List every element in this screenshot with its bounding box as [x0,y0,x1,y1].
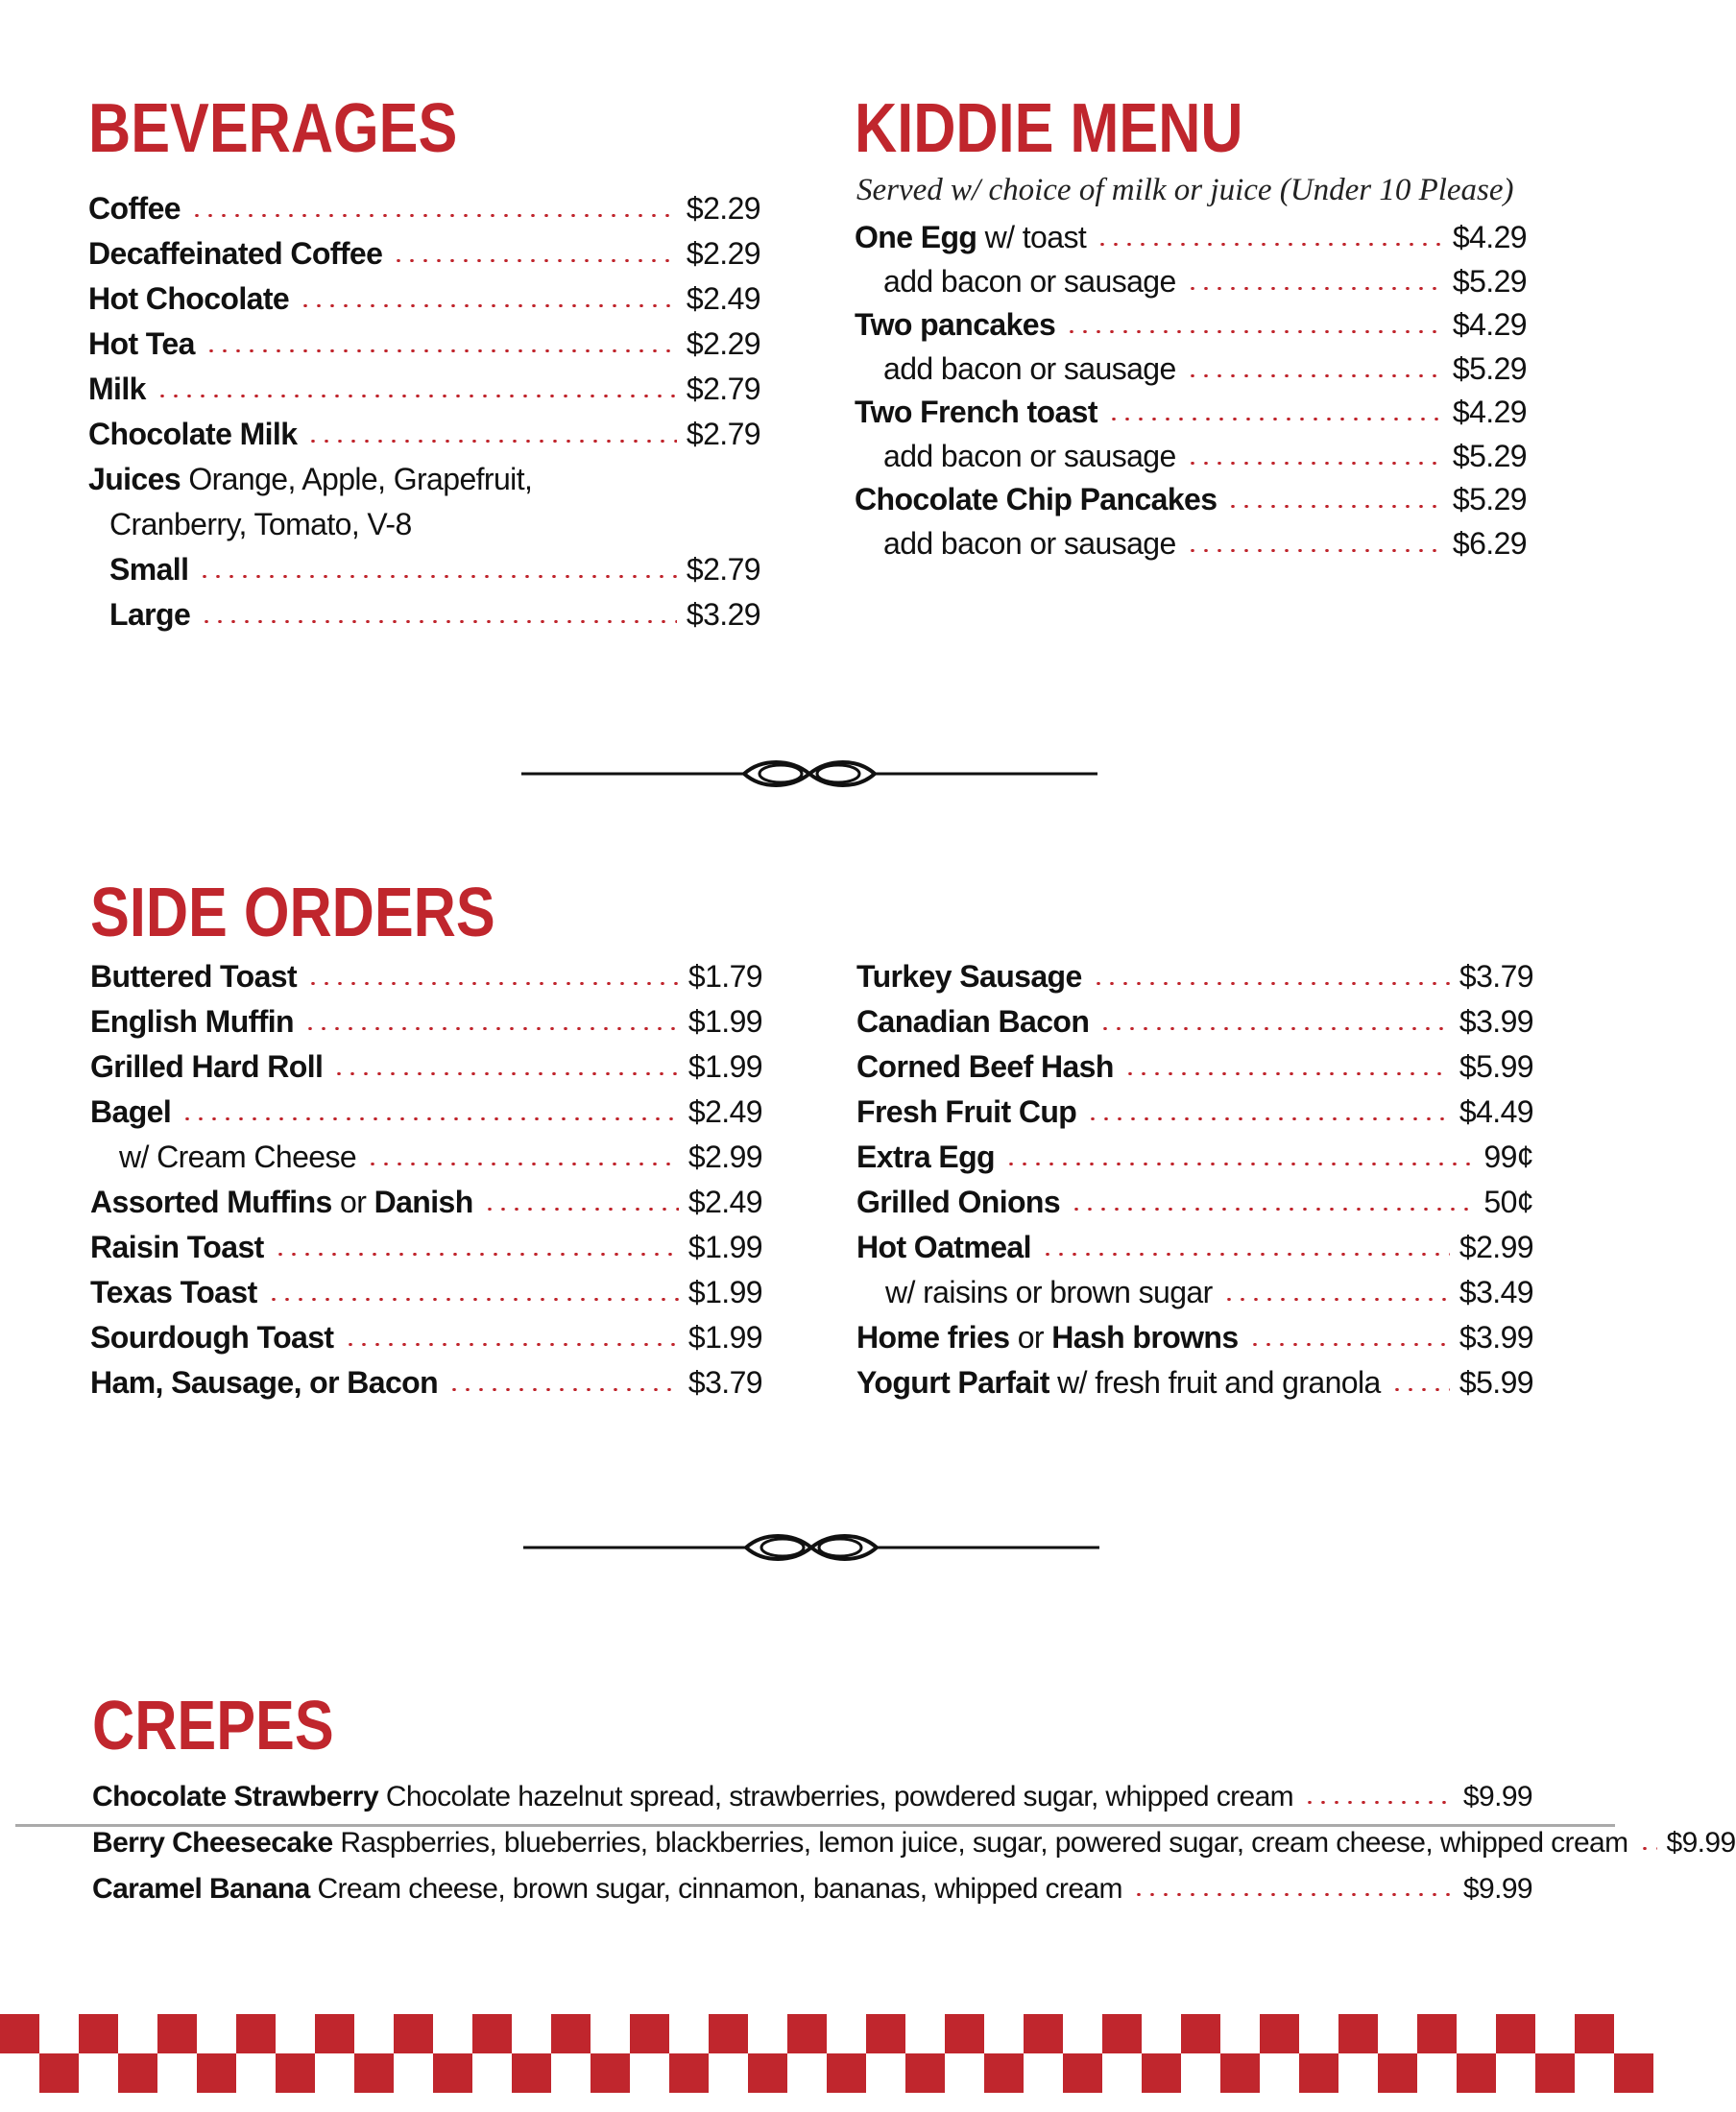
dot-leader [1186,462,1443,465]
dot-leader [1303,1801,1454,1804]
item-name: Chocolate Strawberry [92,1781,379,1812]
checker-square [315,2014,354,2053]
dot-leader [190,214,677,217]
item-desc: add bacon or sausage [883,525,1176,561]
dot-leader [1226,505,1442,508]
item-name: Canadian Bacon [856,1004,1090,1039]
dot-leader [332,1072,679,1075]
item-name: Berry Cheesecake [92,1827,333,1859]
checker-square [748,2053,787,2093]
item-desc: Raspberries, blueberries, blackberries, lemon juice, sugar, powered sugar, cream cheese, whipped cream [332,1827,1628,1859]
item-price: $1.99 [687,1049,762,1084]
menu-item [855,216,1527,260]
dot-leader [366,1163,679,1165]
item-name: Corned Beef Hash [856,1049,1114,1084]
item-desc: or [1009,1320,1052,1355]
dot-leader [1086,1117,1450,1120]
menu-item [90,1135,762,1180]
checker-square [39,2053,79,2093]
item-price: $5.29 [1452,350,1527,386]
item-desc: Cream cheese, brown sugar, cinnamon, bananas, whipped cream [309,1873,1122,1905]
menu-item [856,954,1533,999]
item-price: $3.29 [686,597,760,632]
checker-square [1142,2053,1181,2093]
beverages-heading: BEVERAGES [88,90,458,167]
item-price: $1.79 [687,959,762,994]
menu-item [90,999,762,1044]
item-price: $5.29 [1452,263,1527,299]
menu-item [856,1044,1533,1090]
item-name: Buttered Toast [90,959,298,994]
checker-square [1220,2053,1260,2093]
item-desc: Orange, Apple, Grapefruit, [188,462,533,496]
menu-item [855,522,1527,566]
item-name: Large [109,597,191,632]
dot-leader [1390,1388,1450,1391]
checker-square [1063,2053,1102,2093]
item-desc: or [331,1185,374,1219]
menu-item [88,276,760,322]
item-name: Chocolate Chip Pancakes [855,482,1218,516]
item-name: Hot Oatmeal [856,1230,1031,1264]
item-name: Caramel Banana [92,1873,310,1905]
item-desc: add bacon or sausage [883,263,1176,299]
menu-item-juices [88,457,760,502]
item-price: $4.29 [1452,307,1527,342]
item-name: Home fries [856,1320,1010,1355]
item-name: Turkey Sausage [856,959,1082,994]
item-price: $4.29 [1452,395,1527,429]
dot-leader [1070,1208,1474,1211]
checker-square [1102,2014,1142,2053]
menu-item [855,478,1527,522]
item-name: Small [109,552,189,587]
kiddie-menu-subtitle: Served w/ choice of milk or juice (Under 10 Please) [856,173,1514,207]
item-price: 50¢ [1483,1185,1533,1219]
checker-square [1417,2014,1457,2053]
menu-item [856,1225,1533,1270]
item-name: One Egg [855,220,977,254]
item-price: $4.29 [1452,220,1527,254]
item-price: $9.99 [1462,1781,1532,1812]
item-price: $2.79 [686,372,760,406]
item-price: $5.29 [1452,438,1527,473]
checker-square [1496,2014,1535,2053]
menu-item [856,1315,1533,1360]
checker-square [1299,2053,1338,2093]
checker-square [433,2053,472,2093]
item-price: $3.99 [1459,1320,1533,1355]
item-price: $2.29 [686,191,760,226]
menu-item [855,260,1527,304]
menu-item [90,1090,762,1135]
checker-square [472,2014,512,2053]
checkered-border [0,2014,1632,2093]
swirl-ornament-icon [523,1528,1099,1567]
menu-item [856,1180,1533,1225]
item-price: $3.79 [1459,959,1533,994]
dot-leader [344,1343,679,1346]
checker-square [512,2053,551,2093]
dot-leader [1107,418,1443,420]
menu-item [90,1225,762,1270]
dot-leader [1065,330,1443,333]
checker-square [1457,2053,1496,2093]
checker-square [1378,2053,1417,2093]
side-orders-right-list [856,954,1533,1405]
checker-square [827,2053,866,2093]
item-price: $3.79 [687,1365,762,1400]
checker-square [551,2014,591,2053]
item-desc: Cranberry, Tomato, V-8 [109,507,412,541]
menu-item [855,348,1527,392]
menu-item [92,1866,1532,1912]
item-price: $2.49 [686,281,760,316]
item-name: Hot Tea [88,326,195,361]
item-price: $2.99 [687,1140,762,1174]
item-name: Fresh Fruit Cup [856,1094,1077,1129]
checker-square [394,2014,433,2053]
menu-item [88,547,760,592]
checker-square [157,2014,197,2053]
item-price: $2.79 [686,417,760,451]
checker-square [1024,2014,1063,2053]
item-price: $1.99 [687,1275,762,1309]
dot-leader [1123,1072,1450,1075]
item-price: $1.99 [687,1320,762,1355]
menu-item [856,999,1533,1044]
dot-leader [181,1117,679,1120]
item-price: $5.29 [1452,482,1527,516]
menu-item [88,592,760,637]
menu-item [855,391,1527,435]
item-price: $3.99 [1459,1004,1533,1039]
checker-square [630,2014,669,2053]
item-name: Ham, Sausage, or Bacon [90,1365,439,1400]
dot-leader [274,1253,679,1256]
crepes-heading: CREPES [92,1688,334,1764]
item-desc: add bacon or sausage [883,350,1176,386]
item-name: Assorted Muffins [90,1185,332,1219]
item-desc: w/ raisins or brown sugar [885,1275,1213,1309]
checker-square [709,2014,748,2053]
item-desc: Chocolate hazelnut spread, strawberries, powdered sugar, whipped cream [378,1781,1294,1812]
item-price: 99¢ [1483,1140,1533,1174]
item-name: Hot Chocolate [88,281,290,316]
checker-square [787,2014,827,2053]
menu-item [90,1315,762,1360]
checker-square [591,2053,630,2093]
dot-leader [306,982,679,985]
item-name: Sourdough Toast [90,1320,334,1355]
dot-leader [1132,1893,1454,1896]
item-price: $1.99 [687,1004,762,1039]
item-price: $6.29 [1452,525,1527,561]
item-name: Hash browns [1051,1320,1239,1355]
item-desc: w/ Cream Cheese [119,1140,357,1174]
item-price: $1.99 [687,1230,762,1264]
menu-item [88,367,760,412]
item-name: Chocolate Milk [88,417,298,451]
checker-square [276,2053,315,2093]
menu-item [855,303,1527,348]
checker-square [905,2053,945,2093]
item-price: $2.79 [686,552,760,587]
side-orders-left-list [90,954,762,1405]
menu-item [90,1360,762,1405]
menu-item [88,231,760,276]
dot-leader [1186,287,1443,290]
dot-leader [1096,243,1443,246]
dot-leader [1222,1298,1450,1301]
checker-square [866,2014,905,2053]
item-name: Bagel [90,1094,172,1129]
checker-square [236,2014,276,2053]
crepes-list [92,1774,1736,1912]
dot-leader [1186,374,1443,377]
item-desc: add bacon or sausage [883,438,1176,473]
dot-leader [1004,1163,1474,1165]
dot-leader [1041,1253,1450,1256]
item-price: $2.29 [686,326,760,361]
item-desc: w/ toast [976,220,1087,254]
item-name: Extra Egg [856,1140,995,1174]
menu-item-juices-cont [88,502,760,547]
menu-item [88,322,760,367]
item-name: Coffee [88,191,181,226]
menu-item [88,412,760,457]
kiddie-menu-heading: KIDDIE MENU [855,90,1243,167]
checker-square [984,2053,1024,2093]
beverages-list [88,186,760,637]
item-price: $3.49 [1459,1275,1533,1309]
item-price: $5.99 [1459,1365,1533,1400]
menu-item [90,954,762,999]
dot-leader [303,1027,679,1030]
dot-leader [200,620,677,623]
item-name: Milk [88,372,146,406]
item-price: $2.29 [686,236,760,271]
dot-leader [483,1208,679,1211]
item-name: Grilled Hard Roll [90,1049,324,1084]
item-name: Texas Toast [90,1275,257,1309]
menu-item [856,1270,1533,1315]
dot-leader [1638,1847,1657,1850]
dot-leader [205,349,677,352]
item-price: $5.99 [1459,1049,1533,1084]
item-price: $2.49 [687,1094,762,1129]
menu-item [90,1270,762,1315]
dot-leader [267,1298,679,1301]
item-name: Grilled Onions [856,1185,1061,1219]
dot-leader [306,440,676,443]
item-desc: w/ fresh fruit and granola [1049,1365,1381,1400]
dot-leader [299,304,677,307]
swirl-ornament-icon [521,755,1097,793]
item-price: $9.99 [1666,1827,1736,1859]
menu-item [90,1180,762,1225]
item-price: $9.99 [1462,1873,1532,1905]
item-name: Decaffeinated Coffee [88,236,383,271]
menu-item [88,186,760,231]
item-price: $2.49 [687,1185,762,1219]
kiddie-menu-list [855,216,1527,565]
checker-square [354,2053,394,2093]
menu-item [90,1044,762,1090]
checker-square [945,2014,984,2053]
checker-square [1260,2014,1299,2053]
checker-square [1575,2014,1614,2053]
checker-square [118,2053,157,2093]
item-name: Yogurt Parfait [856,1365,1049,1400]
dot-leader [156,395,677,397]
dot-leader [447,1388,679,1391]
item-name: Two French toast [855,395,1097,429]
dot-leader [1186,549,1443,552]
checker-square [197,2053,236,2093]
item-price: $2.99 [1459,1230,1533,1264]
menu-item [856,1360,1533,1405]
menu-item [92,1774,1532,1820]
checker-square [1181,2014,1220,2053]
checker-square [669,2053,709,2093]
side-orders-heading: SIDE ORDERS [90,875,495,951]
item-name: Two pancakes [855,307,1056,342]
item-name: Juices [88,462,181,496]
dot-leader [1248,1343,1450,1346]
menu-item [856,1090,1533,1135]
item-name: Danish [374,1185,473,1219]
dot-leader [392,259,677,262]
checker-square [1614,2053,1653,2093]
dot-leader [198,575,677,578]
checker-square [79,2014,118,2053]
dot-leader [1098,1027,1450,1030]
menu-item [92,1820,1736,1866]
checker-square [1535,2053,1575,2093]
item-name: English Muffin [90,1004,295,1039]
item-name: Raisin Toast [90,1230,264,1264]
checker-square [1338,2014,1378,2053]
menu-item [855,435,1527,479]
checker-square [0,2014,39,2053]
dot-leader [1092,982,1450,985]
item-price: $4.49 [1459,1094,1533,1129]
menu-item [856,1135,1533,1180]
